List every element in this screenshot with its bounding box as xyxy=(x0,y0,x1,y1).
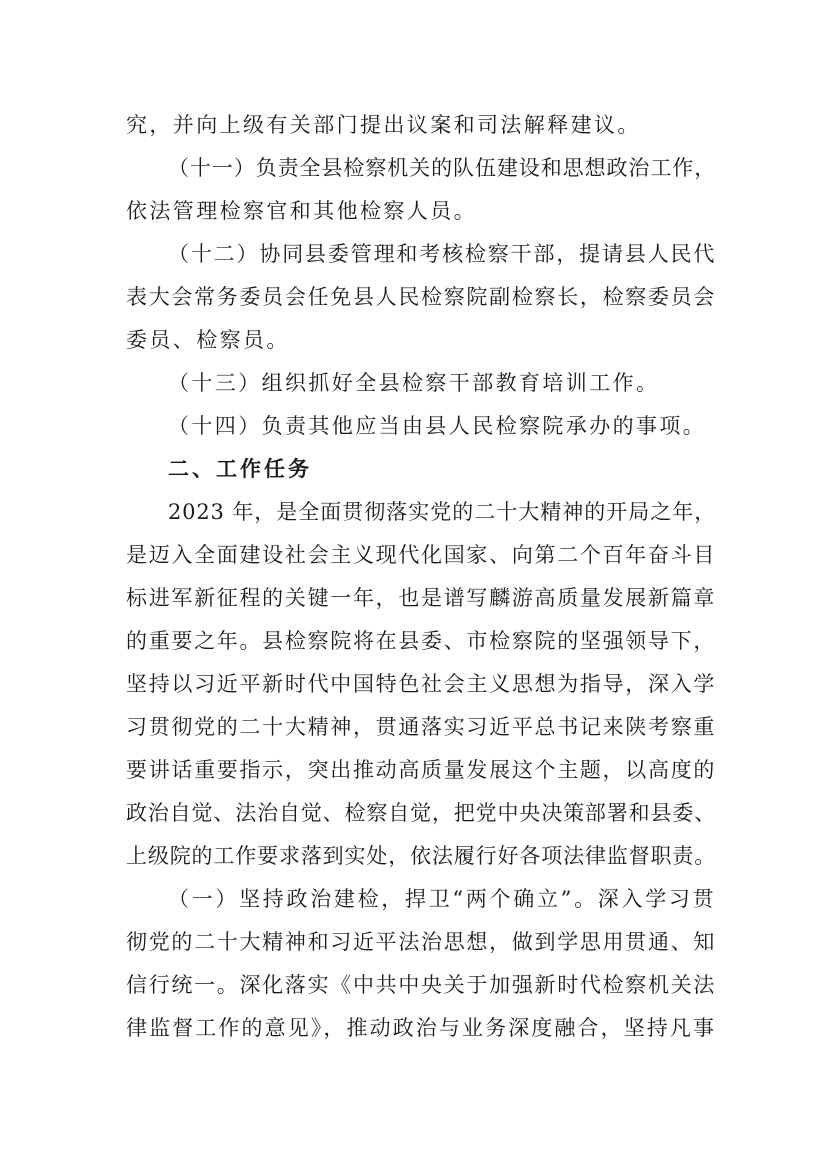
text-line: 2023 年，是全面贯彻落实党的二十大精神的开局之年， xyxy=(168,500,716,524)
text-line: （十二）协同县委管理和考核检察干部，提请县人民代 xyxy=(168,242,716,266)
text-line: 上级院的工作要求落到实处，依法履行好各项法律监督职责。 xyxy=(126,844,716,868)
text-line: 是迈入全面建设社会主义现代化国家、向第二个百年奋斗目 xyxy=(126,543,716,567)
text-line: 委员、检察员。 xyxy=(126,328,290,352)
text-line: （一）坚持政治建检，捍卫“两个确立”。深入学习贯 xyxy=(168,887,716,911)
text-line: 律监督工作的意见》，推动政治与业务深度融合，坚持凡事 xyxy=(126,1016,716,1040)
text-line: 表大会常务委员会任免县人民检察院副检察长，检察委员会 xyxy=(126,285,716,309)
text-line: 要讲话重要指示，突出推动高质量发展这个主题，以高度的 xyxy=(126,758,716,782)
text-line: 标进军新征程的关键一年，也是谱写麟游高质量发展新篇章 xyxy=(126,586,716,610)
text-line: 的重要之年。县检察院将在县委、市检察院的坚强领导下， xyxy=(126,629,716,653)
section-heading: 二、工作任务 xyxy=(168,457,312,481)
text-line: 习贯彻党的二十大精神，贯通落实习近平总书记来陕考察重 xyxy=(126,715,716,739)
text-line: 信行统一。深化落实《中共中央关于加强新时代检察机关法 xyxy=(126,973,716,997)
text-line: （十四）负责其他应当由县人民检察院承办的事项。 xyxy=(168,414,707,438)
text-line: 政治自觉、法治自觉、检察自觉，把党中央决策部署和县委、 xyxy=(126,801,716,825)
text-line: （十一）负责全县检察机关的队伍建设和思想政治工作， xyxy=(168,156,716,180)
text-line: （十三）组织抓好全县检察干部教育培训工作。 xyxy=(168,371,660,395)
text-line: 依法管理检察官和其他检察人员。 xyxy=(126,199,477,223)
text-line: 究，并向上级有关部门提出议案和司法解释建议。 xyxy=(126,113,641,137)
text-line: 彻党的二十大精神和习近平法治思想，做到学思用贯通、知 xyxy=(126,930,716,954)
text-line: 坚持以习近平新时代中国特色社会主义思想为指导，深入学 xyxy=(126,672,716,696)
